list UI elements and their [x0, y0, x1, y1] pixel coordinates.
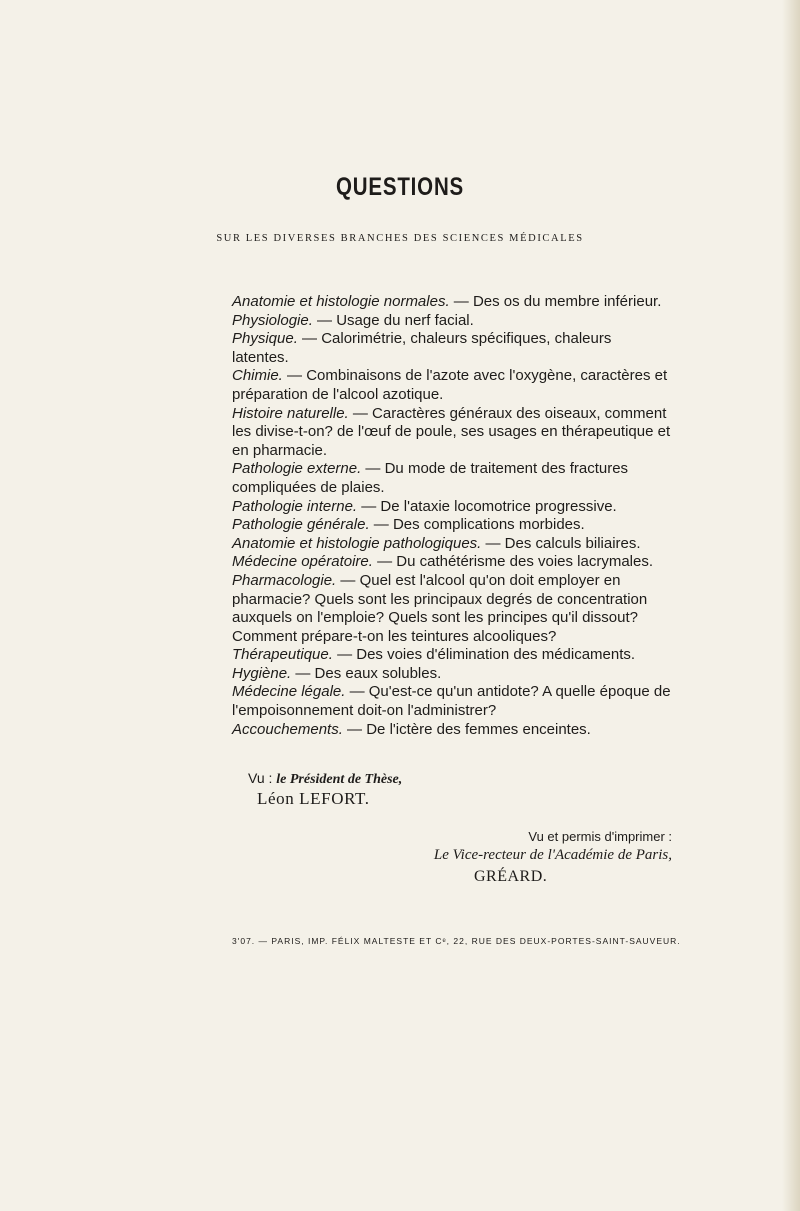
question-item: Physique. — Calorimétrie, chaleurs spécifiques, chaleurs latentes.	[232, 330, 612, 366]
question-item: Anatomie et histologie normales. — Des os du membre inférieur.	[232, 293, 662, 310]
vice-recteur-name: GRÉARD.	[474, 868, 548, 885]
page-title: QUESTIONS	[335, 173, 465, 201]
page-subtitle: SUR LES DIVERSES BRANCHES DES SCIENCES MÉDICALES	[216, 233, 584, 244]
question-item: Thérapeutique. — Des voies d'élimination des médicaments.	[232, 646, 636, 664]
question-item: Chimie. — Combinaisons de l'azote avec l'oxygène, caractères et préparation de l'alcool azotique.	[232, 367, 668, 403]
question-item: Pathologie générale. — Des complications morbides.	[232, 516, 585, 534]
question-item: Physiologie. — Usage du nerf facial.	[232, 311, 474, 329]
vice-recteur-role: Le Vice-recteur de l'Académie de Paris,	[433, 847, 672, 863]
question-item: Accouchements. — De l'ictère des femmes enceintes.	[232, 720, 591, 738]
question-item: Histoire naturelle. — Caractères généraux des oiseaux, comment les divise-t-on? de l'œuf de poule, ses usages en thérapeutique et en pharmacie.	[232, 404, 671, 459]
question-item: Pharmacologie. — Quel est l'alcool qu'on doit employer en pharmacie? Quels sont les principaux degrés de concentration auxquels on l'emploie? Quels sont les principes qu'il dissout? Comment prépare-t-on les teintures alcooliques?	[232, 571, 648, 645]
question-item: Pathologie interne. — De l'ataxie locomotrice progressive.	[232, 497, 617, 515]
questions-list	[232, 293, 672, 739]
permis-imprimer-label: Vu et permis d'imprimer :	[528, 829, 672, 844]
president-name: Léon LEFORT.	[257, 789, 370, 808]
question-item: Anatomie et histologie pathologiques. — Des calculs biliaires.	[232, 534, 641, 552]
question-item: Médecine légale. — Qu'est-ce qu'un antidote? A quelle époque de l'empoisonnement doit-on l'administrer?	[232, 683, 671, 720]
printer-imprint: 3'07. — PARIS, IMP. FÉLIX MALTESTE ET Cᵉ, 22, RUE DES DEUX-PORTES-SAINT-SAUVEUR.	[232, 936, 681, 946]
page-edge-shading	[782, 0, 800, 1211]
president-approval-line: Vu : le Président de Thèse,	[248, 770, 403, 787]
question-item: Médecine opératoire. — Du cathétérisme des voies lacrymales.	[232, 553, 654, 571]
question-item: Pathologie externe. — Du mode de traitement des fractures compliquées de plaies.	[232, 460, 629, 496]
question-item: Hygiène. — Des eaux solubles.	[232, 664, 442, 682]
